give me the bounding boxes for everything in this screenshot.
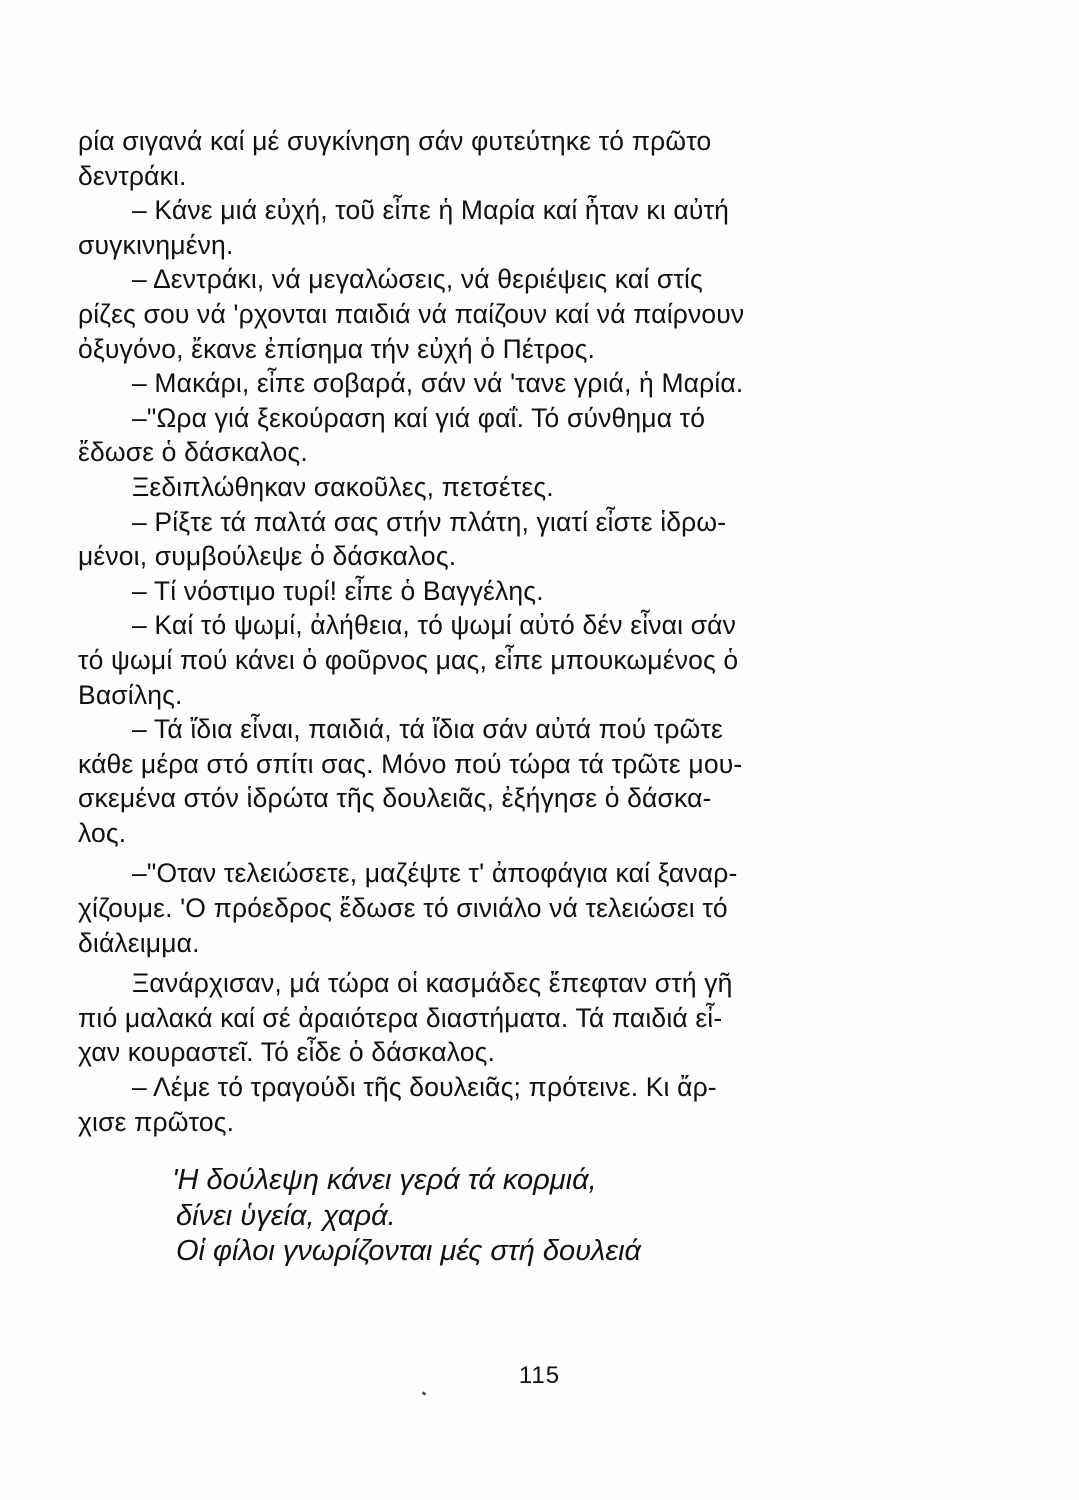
text-line: κάθε μέρα στό σπίτι σας. Μόνο πού τώρα τά τρῶτε μου-: [78, 748, 743, 779]
text-line: – Δεντράκι, νά μεγαλώσεις, νά θεριέψεις καί στίς: [132, 264, 703, 295]
ink-speck: [422, 1391, 427, 1396]
text-line: – Τά ἴδια εἶναι, παιδιά, τά ἴδια σάν αὐτά πού τρῶτε: [132, 714, 723, 745]
text-line: τό ψωμί πού κάνει ὁ φοῦρνος μας, εἶπε μπουκωμένος ὁ: [78, 644, 739, 675]
text-line: Ξεδιπλώθηκαν σακοῦλες, πετσέτες.: [132, 471, 554, 502]
text-line: σκεμένα στόν ἱδρώτα τῆς δουλειᾶς, ἐξήγησε ὁ δάσκα-: [78, 783, 712, 814]
text-line: δεντράκι.: [78, 160, 187, 191]
text-line: συγκινημένη.: [78, 229, 234, 260]
text-line: μένοι, συμβούλεψε ὁ δάσκαλος.: [78, 541, 457, 572]
text-line: ὀξυγόνο, ἔκανε ἐπίσημα τήν εὐχή ὁ Πέτρος.: [78, 333, 596, 364]
text-line: –"Οταν τελειώσετε, μαζέψτε τ' ἀποφάγια καί ξαναρ-: [132, 858, 738, 889]
text-line: ἔδωσε ὁ δάσκαλος.: [78, 437, 308, 468]
text-line: ρίζες σου νά 'ρχονται παιδιά νά παίζουν καί νά παίρνουν: [78, 298, 745, 329]
poem-verse-block: [172, 1163, 641, 1270]
text-line: – Λέμε τό τραγούδι τῆς δουλειᾶς; πρότεινε. Κι ἄρ-: [132, 1072, 717, 1103]
text-line: χαν κουραστεῖ. Τό εἶδε ὁ δάσκαλος.: [78, 1037, 496, 1068]
text-line: πιό μαλακά καί σέ ἀραιότερα διαστήματα. Τά παιδιά εἶ-: [78, 1002, 723, 1033]
body-text: [78, 124, 884, 1139]
text-line: ρία σιγανά καί μέ συγκίνηση σάν φυτεύτηκε τό πρῶτο: [78, 126, 712, 156]
text-line: χίζουμε. 'Ο πρόεδρος ἔδωσε τό σινιάλο νά τελειώσει τό: [78, 893, 728, 924]
text-line: Βασίλης.: [78, 679, 183, 710]
text-line: –"Ωρα γιά ξεκούραση καί γιά φαΐ. Τό σύνθημα τό: [132, 402, 706, 433]
text-line: – Μακάρι, εἶπε σοβαρά, σάν νά 'τανε γριά, ἡ Μαρία.: [132, 368, 744, 399]
poem-line: Οἱ φίλοι γνωρίζονται μές στή δουλειά: [176, 1235, 642, 1267]
text-line: – Κάνε μιά εὐχή, τοῦ εἶπε ἡ Μαρία καί ἦταν κι αὐτή: [132, 195, 729, 226]
poem-line: 'Η δούλεψη κάνει γερά τά κορμιά,: [172, 1164, 597, 1196]
text-line: – Ρίξτε τά παλτά σας στήν πλάτη, γιατί εἶστε ἱδρω-: [132, 506, 727, 537]
poem-line: δίνει ὑγεία, χαρά.: [176, 1199, 396, 1232]
text-line: λος.: [78, 817, 127, 848]
text-line: – Καί τό ψωμί, ἀλήθεια, τό ψωμί αὐτό δέν εἶναι σάν: [132, 610, 737, 641]
page-number: 115: [518, 1362, 561, 1389]
text-line: διάλειμμα.: [78, 927, 200, 958]
text-line: Ξανάρχισαν, μά τώρα οἱ κασμάδες ἔπεφταν στή γῆ: [132, 968, 733, 999]
text-line: χισε πρῶτος.: [78, 1106, 235, 1137]
text-line: – Τί νόστιμο τυρί! εἶπε ὁ Βαγγέλης.: [132, 575, 544, 606]
